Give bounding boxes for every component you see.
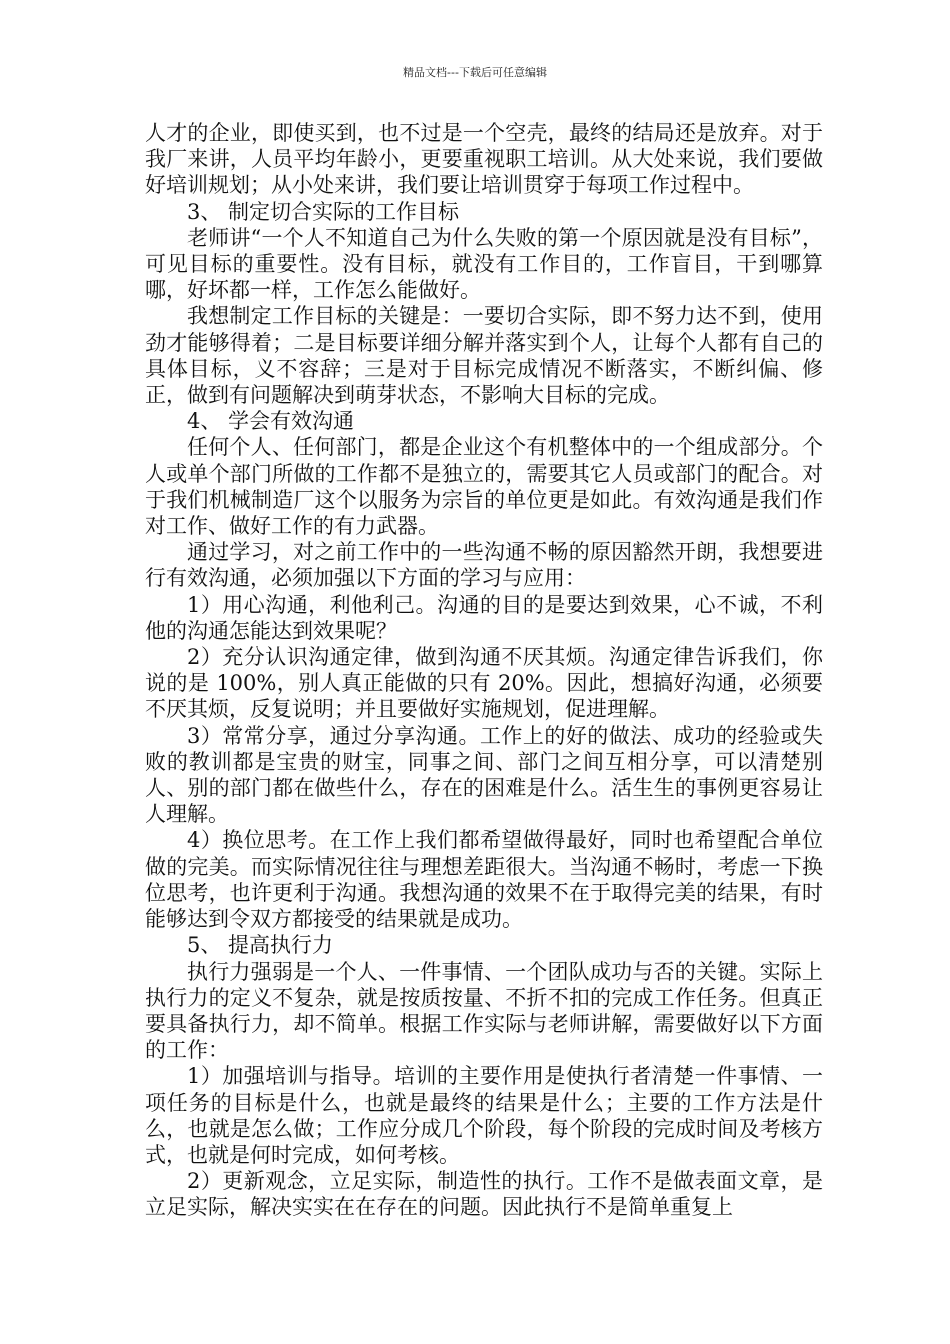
paragraph: 执行力强弱是一个人、一件事情、一个团队成功与否的关键。实际上执行力的定义不复杂，就是按质按量、不折不扣的完成工作任务。但真正要具备执行力，却不简单。根据工作实际与老师讲解，需要做好以下方面的工作： <box>145 959 823 1063</box>
paragraph: 我想制定工作目标的关键是：一要切合实际，即不努力达不到，使用劲才能够得着；二是目标要详细分解并落实到个人，让每个人都有自己的具体目标，义不容辞；三是对于目标完成情况不断落实，不断纠偏、修正，做到有问题解决到萌芽状态，不影响大目标的完成。 <box>145 304 823 408</box>
list-item: 3）常常分享，通过分享沟通。工作上的好的做法、成功的经验或失败的教训都是宝贵的财宝，同事之间、部门之间互相分享，可以清楚别人、别的部门都在做些什么，存在的困难是什么。活生生的事例更容易让人理解。 <box>145 723 823 827</box>
page-header: 精品文档---下载后可任意编辑 <box>403 66 547 79</box>
list-item: 4）换位思考。在工作上我们都希望做得最好，同时也希望配合单位做的完美。而实际情况往往与理想差距很大。当沟通不畅时，考虑一下换位思考，也许更利于沟通。我想沟通的效果不在于取得完美的结果，有时能够达到令双方都接受的结果就是成功。 <box>145 828 823 932</box>
paragraph: 老师讲“一个人不知道自己为什么失败的第一个原因就是没有目标”，可见目标的重要性。没有目标，就没有工作目的，工作盲目，干到哪算哪，好坏都一样，工作怎么能做好。 <box>145 225 823 303</box>
list-item: 1）加强培训与指导。培训的主要作用是使执行者清楚一件事情、一项任务的目标是什么，也就是最终的结果是什么；主要的工作方法是什么，也就是怎么做；工作应分成几个阶段，每个阶段的完成时间及考核方式，也就是何时完成，如何考核。 <box>145 1064 823 1167</box>
section-heading-5: 5、 提高执行力 <box>187 933 334 958</box>
paragraph: 通过学习，对之前工作中的一些沟通不畅的原因豁然开朗，我想要进行有效沟通，必须加强以下方面的学习与应用： <box>145 540 823 591</box>
list-item: 2）更新观念，立足实际，制造性的执行。工作不是做表面文章，是立足实际，解决实实在在存在的问题。因此执行不是简单重复上 <box>145 1169 823 1220</box>
section-heading-4: 4、 学会有效沟通 <box>187 409 355 434</box>
paragraph-continuation: 人才的企业，即使买到，也不过是一个空壳，最终的结局还是放弃。对于我厂来讲，人员平均年龄小，更要重视职工培训。从大处来说，我们要做好培训规划；从小处来讲，我们要让培训贯穿于每项工作过程中。 <box>145 121 823 198</box>
paragraph: 任何个人、任何部门，都是企业这个有机整体中的一个组成部分。个人或单个部门所做的工作都不是独立的，需要其它人员或部门的配合。对于我们机械制造厂这个以服务为宗旨的单位更是如此。有效沟通是我们作对工作、做好工作的有力武器。 <box>145 435 823 539</box>
list-item: 2）充分认识沟通定律，做到沟通不厌其烦。沟通定律告诉我们，你说的是 100%，别人真正能做的只有 20%。因此，想搞好沟通，必须要不厌其烦，反复说明；并且要做好实施规划，促进理解。 <box>145 645 823 722</box>
document-body <box>145 120 823 1221</box>
section-heading-3: 3、 制定切合实际的工作目标 <box>187 199 460 224</box>
list-item: 1）用心沟通，利他利己。沟通的目的是要达到效果，心不诚，不利他的沟通怎能达到效果呢？ <box>145 592 823 643</box>
